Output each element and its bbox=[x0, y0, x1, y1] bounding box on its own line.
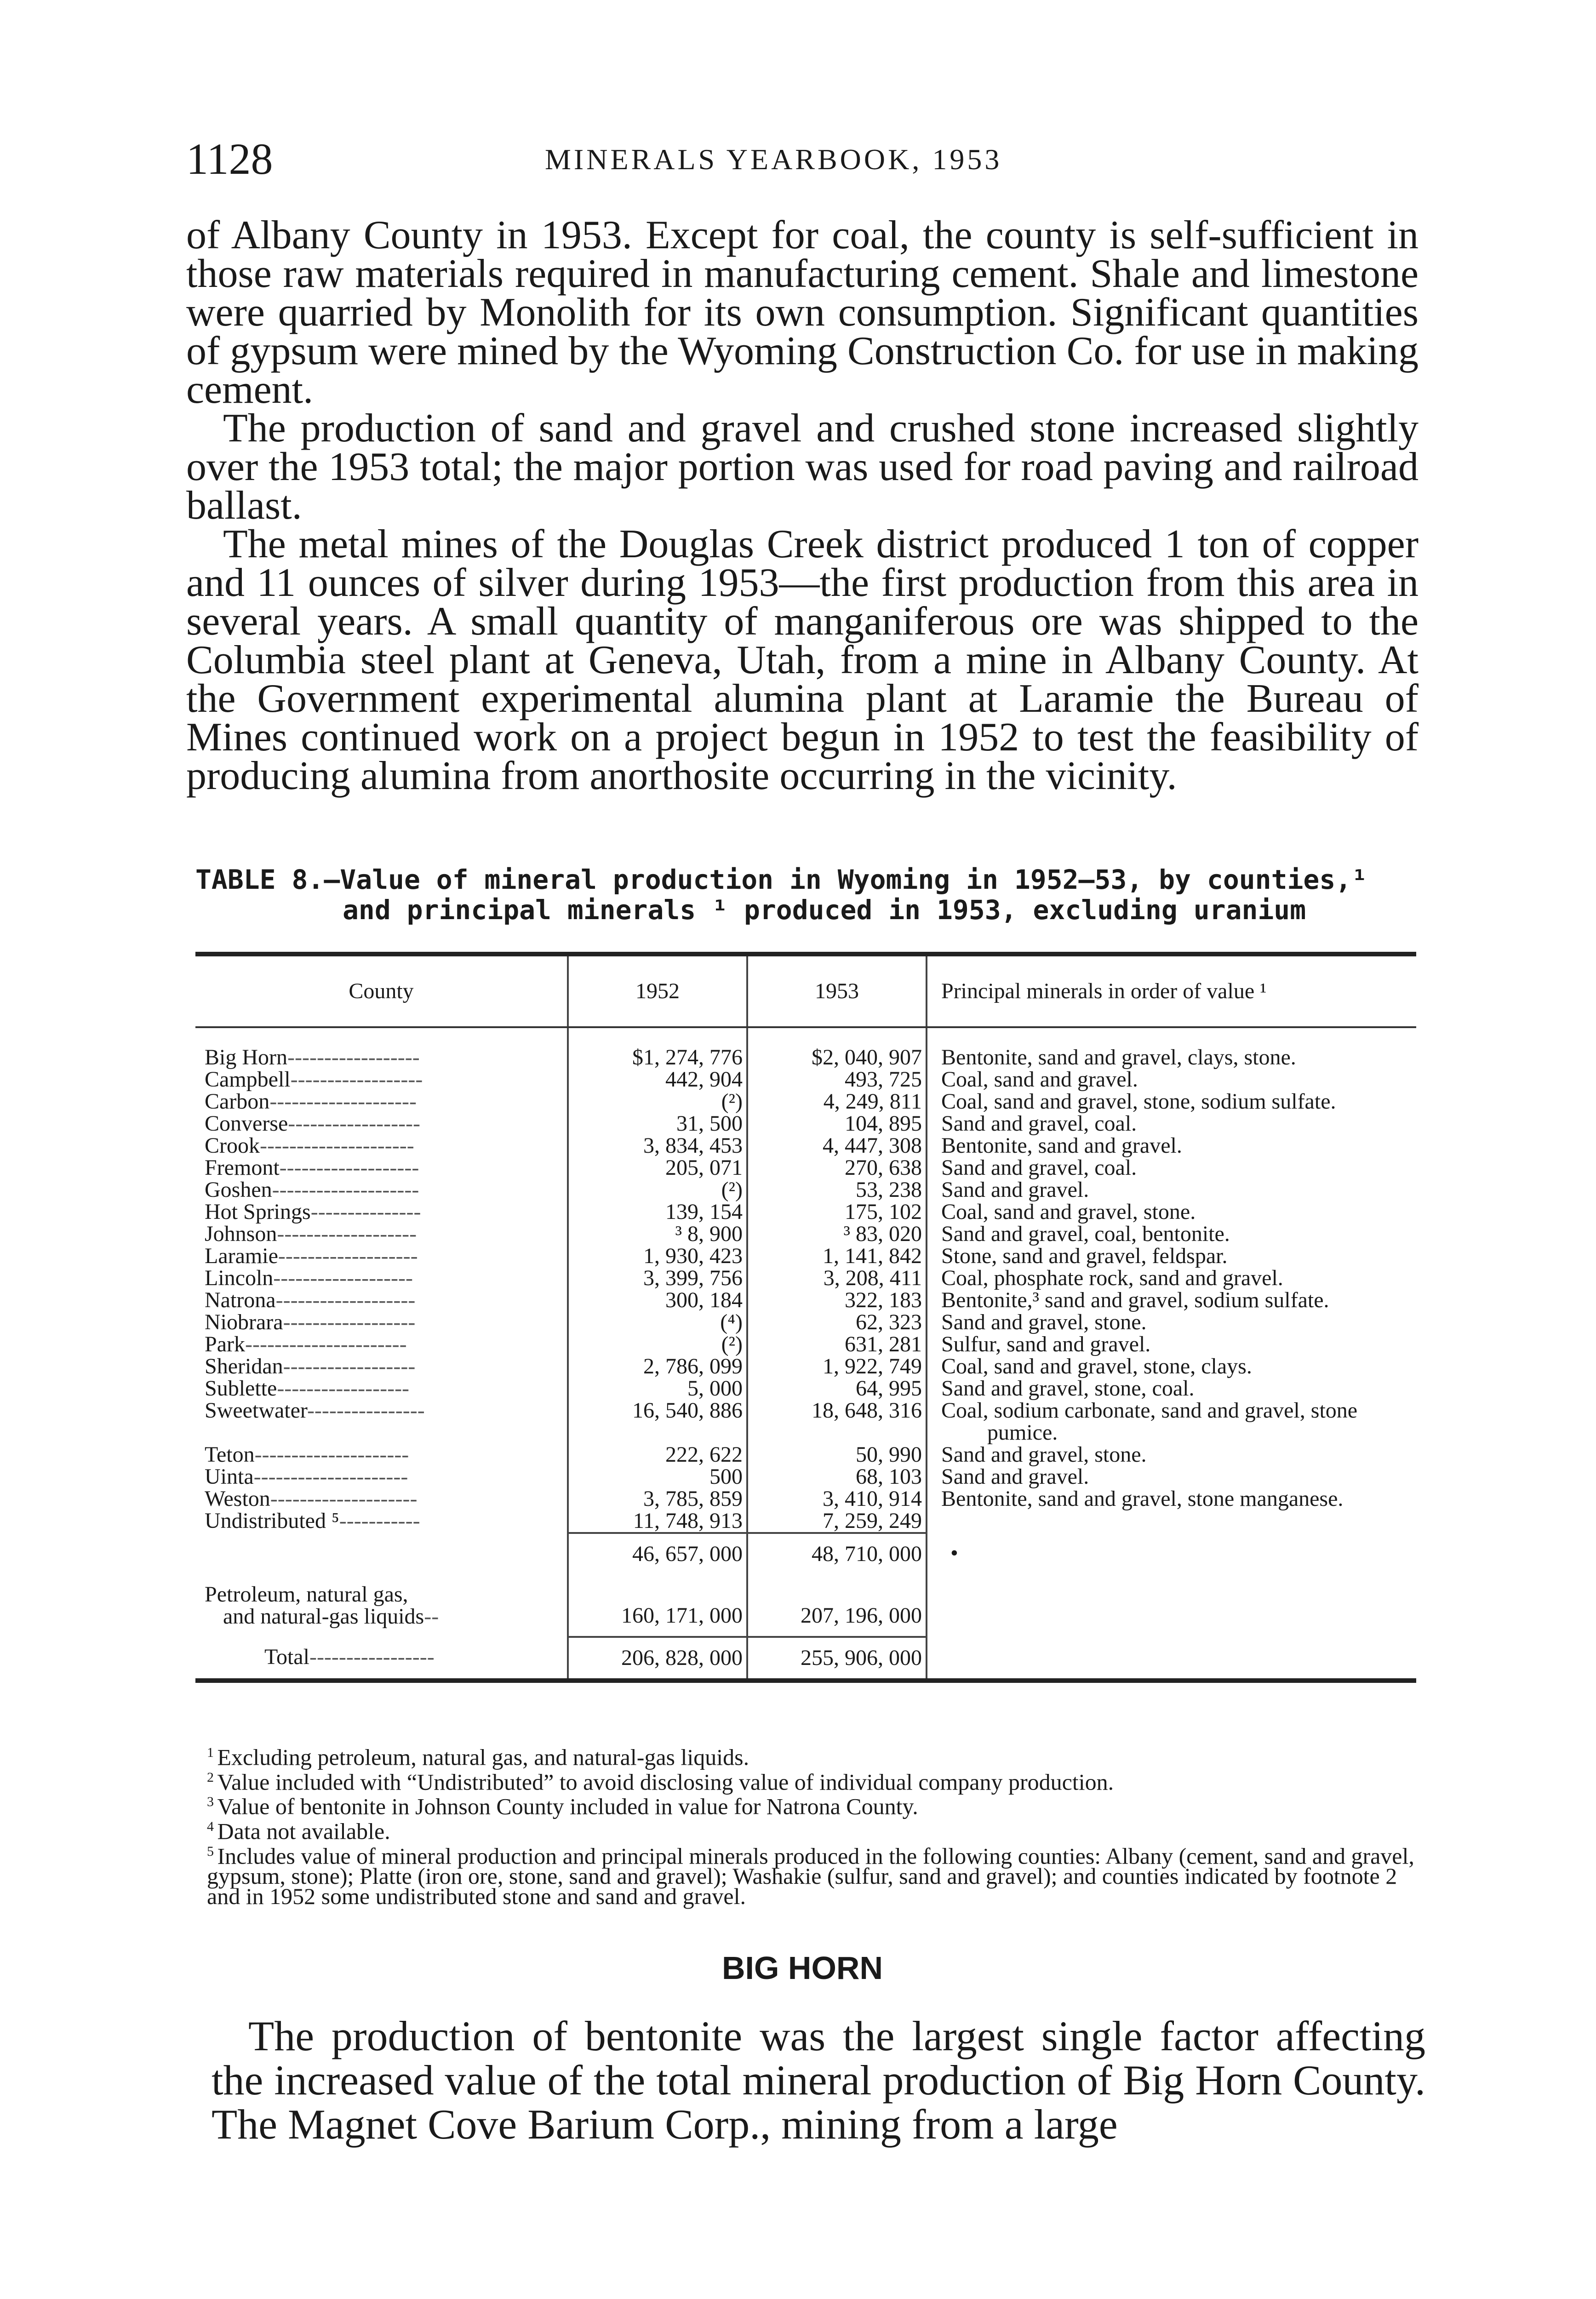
principal-minerals: Sand and gravel. bbox=[941, 1178, 1089, 1202]
value-1952: 300, 184 bbox=[568, 1289, 747, 1311]
principal-minerals: Coal, sand and gravel, stone, sodium sulfate. bbox=[941, 1089, 1336, 1114]
principal-minerals: Bentonite, sand and gravel. bbox=[941, 1133, 1182, 1158]
county-name: Campbell bbox=[205, 1067, 291, 1092]
footnote-text: Excluding petroleum, natural gas, and natural-gas liquids. bbox=[217, 1744, 749, 1770]
county-name: Hot Springs bbox=[205, 1200, 311, 1224]
value-1953: 4, 249, 811 bbox=[747, 1091, 927, 1113]
running-title: MINERALS YEARBOOK, 1953 bbox=[545, 143, 1002, 176]
value-1952: 3, 399, 756 bbox=[568, 1267, 747, 1289]
table-row: Laramie------------------- 1, 930, 423 1, 141, 842 Stone, sand and gravel, feldspar. bbox=[195, 1245, 1416, 1267]
paragraph: The production of bentonite was the largest single factor affecting the increased value of the total mineral production of Big Horn County. The Magnet Cove Barium Corp., mining from a large bbox=[212, 2013, 1425, 2148]
value-1953: $2, 040, 907 bbox=[747, 1047, 927, 1069]
total-1952: 206, 828, 000 bbox=[568, 1637, 747, 1678]
table-caption-line: and principal minerals ¹ produced in 1953, excluding uranium bbox=[343, 894, 1306, 926]
value-1953: 3, 410, 914 bbox=[747, 1488, 927, 1510]
value-1952: $1, 274, 776 bbox=[568, 1047, 747, 1069]
value-1952: 1, 930, 423 bbox=[568, 1245, 747, 1267]
header-1952: 1952 bbox=[568, 956, 747, 1027]
county-name: Goshen bbox=[205, 1178, 272, 1202]
value-1953: 270, 638 bbox=[747, 1157, 927, 1179]
footnote-text: Value included with “Undistributed” to avoid disclosing value of individual company production. bbox=[217, 1769, 1114, 1795]
mineral-production-table bbox=[195, 952, 1416, 1683]
value-1952: 222, 622 bbox=[568, 1444, 747, 1466]
value-1953: 104, 895 bbox=[747, 1113, 927, 1135]
subtotal-1952: 46, 657, 000 bbox=[568, 1533, 747, 1574]
footnote bbox=[207, 1767, 1425, 1795]
principal-minerals: Sand and gravel, stone. bbox=[941, 1442, 1147, 1467]
value-1952: 139, 154 bbox=[568, 1201, 747, 1223]
footnote-text: Includes value of mineral production and principal minerals produced in the following counties: Albany (cement, sand and gravel, gypsum, stone); Platte (iron ore, stone, sand and gravel); Washakie (sulfur, sand and gravel); and counties indicated by footnote 2 and in 1952 some undistributed stone and sand and gravel. bbox=[207, 1843, 1414, 1910]
footnote-number: 2 bbox=[207, 1769, 217, 1785]
table-caption bbox=[195, 864, 1419, 925]
footnotes bbox=[207, 1743, 1425, 1910]
value-1953: 64, 995 bbox=[747, 1378, 927, 1400]
county-name: Converse bbox=[205, 1111, 288, 1136]
table-row: Natrona------------------- 300, 184 322, 183 Bentonite,³ sand and gravel, sodium sulfate. bbox=[195, 1289, 1416, 1311]
table-row: Undistributed ⁵----------- 11, 748, 913 7, 259, 249 bbox=[195, 1510, 1416, 1533]
principal-minerals: Coal, phosphate rock, sand and gravel. bbox=[941, 1266, 1283, 1290]
section-text bbox=[212, 2014, 1425, 2146]
section-heading: BIG HORN bbox=[722, 1950, 883, 1986]
county-name: Lincoln bbox=[205, 1266, 274, 1290]
value-1952: 442, 904 bbox=[568, 1069, 747, 1091]
principal-minerals: Sand and gravel, coal. bbox=[941, 1155, 1137, 1180]
value-1952: 16, 540, 886 bbox=[568, 1400, 747, 1444]
county-name: Sweetwater bbox=[205, 1398, 307, 1423]
county-name: Park bbox=[205, 1332, 245, 1356]
value-1953: 322, 183 bbox=[747, 1289, 927, 1311]
table-row: Teton--------------------- 222, 622 50, 990 Sand and gravel, stone. bbox=[195, 1444, 1416, 1466]
principal-minerals: Sand and gravel, coal, bentonite. bbox=[941, 1222, 1230, 1246]
total-1953: 255, 906, 000 bbox=[747, 1637, 927, 1678]
table-row: Park---------------------- (²) 631, 281 Sulfur, sand and gravel. bbox=[195, 1333, 1416, 1355]
page-header bbox=[186, 133, 1419, 184]
paragraph: The production of sand and gravel and crushed stone increased slightly over the 1953 total; the major portion was used for road paving and railroad ballast. bbox=[186, 406, 1419, 528]
page-number: 1128 bbox=[186, 134, 273, 183]
table-row: Weston-------------------- 3, 785, 859 3, 410, 914 Bentonite, sand and gravel, stone manganese. bbox=[195, 1488, 1416, 1510]
table-row: Sheridan------------------ 2, 786, 099 1, 922, 749 Coal, sand and gravel, stone, clays. bbox=[195, 1355, 1416, 1378]
value-1953: 631, 281 bbox=[747, 1333, 927, 1355]
county-name: Carbon bbox=[205, 1089, 270, 1114]
county-name: Niobrara bbox=[205, 1310, 283, 1334]
value-1952: 500 bbox=[568, 1466, 747, 1488]
principal-minerals: Sulfur, sand and gravel. bbox=[941, 1332, 1151, 1356]
total-label: Total bbox=[264, 1645, 309, 1669]
value-1952: 3, 834, 453 bbox=[568, 1135, 747, 1157]
county-name: Teton bbox=[205, 1442, 255, 1467]
principal-minerals: Bentonite, sand and gravel, clays, stone. bbox=[941, 1045, 1296, 1069]
table-row: Big Horn------------------ $1, 274, 776 $2, 040, 907 Bentonite, sand and gravel, clays, stone. bbox=[195, 1047, 1416, 1069]
table-row: Fremont------------------- 205, 071 270, 638 Sand and gravel, coal. bbox=[195, 1157, 1416, 1179]
county-name: Sheridan bbox=[205, 1354, 283, 1378]
table-row: Lincoln------------------- 3, 399, 756 3, 208, 411 Coal, phosphate rock, sand and gravel. bbox=[195, 1267, 1416, 1289]
footnote bbox=[207, 1817, 1425, 1844]
table-row: Hot Springs--------------- 139, 154 175, 102 Coal, sand and gravel, stone. bbox=[195, 1201, 1416, 1223]
spacer-row bbox=[195, 1027, 1416, 1047]
value-1953: 4, 447, 308 bbox=[747, 1135, 927, 1157]
footnote-number: 1 bbox=[207, 1745, 217, 1760]
value-1953: 1, 141, 842 bbox=[747, 1245, 927, 1267]
county-name: Weston bbox=[205, 1487, 270, 1511]
county-name: Big Horn bbox=[205, 1045, 287, 1069]
table-row: Goshen-------------------- (²) 53, 238 Sand and gravel. bbox=[195, 1179, 1416, 1201]
table-body bbox=[195, 1027, 1416, 1533]
table-row: Uinta--------------------- 500 68, 103 Sand and gravel. bbox=[195, 1466, 1416, 1488]
principal-minerals: Coal, sand and gravel, stone, clays. bbox=[941, 1354, 1252, 1378]
footnote bbox=[207, 1743, 1425, 1770]
value-1952: 2, 786, 099 bbox=[568, 1355, 747, 1378]
value-1953: 175, 102 bbox=[747, 1201, 927, 1223]
table-row: Converse------------------ 31, 500 104, 895 Sand and gravel, coal. bbox=[195, 1113, 1416, 1135]
footnote bbox=[207, 1792, 1425, 1817]
table-row: Johnson------------------- ³ 8, 900 ³ 83, 020 Sand and gravel, coal, bentonite. bbox=[195, 1223, 1416, 1245]
table-caption-line: TABLE 8.—Value of mineral production in Wyoming in 1952–53, by counties,¹ bbox=[195, 864, 1368, 895]
header-1953: 1953 bbox=[747, 956, 927, 1027]
footnote-text: Value of bentonite in Johnson County included in value for Natrona County. bbox=[217, 1793, 918, 1819]
petroleum-label: Petroleum, natural gas, bbox=[205, 1582, 408, 1607]
principal-minerals: Stone, sand and gravel, feldspar. bbox=[941, 1244, 1228, 1268]
paragraph: of Albany County in 1953. Except for coal, the county is self-sufficient in those raw materials required in manufacturing cement. Shale and limestone were quarried by Monolith for its own consumption. Significant quantities of gypsum were mined by the Wyoming Construction Co. for use in making cement. bbox=[186, 213, 1419, 412]
footnote-number: 3 bbox=[207, 1794, 217, 1810]
county-name: Undistributed ⁵ bbox=[205, 1509, 339, 1533]
header-county: County bbox=[195, 956, 568, 1027]
table-row: Crook--------------------- 3, 834, 453 4, 447, 308 Bentonite, sand and gravel. bbox=[195, 1135, 1416, 1157]
petroleum-row: Petroleum, natural gas, and natural-gas liquids-- 160, 171, 000 207, 196, 000 bbox=[195, 1574, 1416, 1637]
table-row: Sweetwater---------------- 16, 540, 886 18, 648, 316 Coal, sodium carbonate, sand and gravel, stone pumice. bbox=[195, 1400, 1416, 1444]
principal-minerals-cont: pumice. bbox=[987, 1420, 1058, 1445]
footnote-number: 5 bbox=[207, 1843, 217, 1859]
principal-minerals: Coal, sand and gravel, stone. bbox=[941, 1200, 1196, 1224]
petroleum-1952: 160, 171, 000 bbox=[568, 1574, 747, 1637]
county-name: Johnson bbox=[205, 1222, 277, 1246]
county-name: Sublette bbox=[205, 1376, 277, 1401]
principal-minerals: Coal, sand and gravel. bbox=[941, 1067, 1138, 1092]
table-row: Niobrara------------------ (⁴) 62, 323 Sand and gravel, stone. bbox=[195, 1311, 1416, 1333]
value-1953: 1, 922, 749 bbox=[747, 1355, 927, 1378]
principal-minerals: Sand and gravel, coal. bbox=[941, 1111, 1137, 1136]
value-1952: 31, 500 bbox=[568, 1113, 747, 1135]
value-1952: 11, 748, 913 bbox=[568, 1510, 747, 1533]
county-name: Laramie bbox=[205, 1244, 278, 1268]
table-row: Sublette------------------ 5, 000 64, 995 Sand and gravel, stone, coal. bbox=[195, 1378, 1416, 1400]
value-1952: (⁴) bbox=[568, 1311, 747, 1333]
table-row: Carbon-------------------- (²) 4, 249, 811 Coal, sand and gravel, stone, sodium sulfate. bbox=[195, 1091, 1416, 1113]
petroleum-1953: 207, 196, 000 bbox=[747, 1574, 927, 1637]
footnote-number: 4 bbox=[207, 1819, 217, 1834]
value-1953: 7, 259, 249 bbox=[747, 1510, 927, 1533]
total-row: Total----------------- 206, 828, 000 255, 906, 000 bbox=[195, 1637, 1416, 1678]
footnote-text: Data not available. bbox=[217, 1818, 390, 1844]
principal-minerals: Sand and gravel, stone. bbox=[941, 1310, 1147, 1334]
value-1953: 68, 103 bbox=[747, 1466, 927, 1488]
header-minerals: Principal minerals in order of value ¹ bbox=[927, 956, 1416, 1027]
value-1952: 5, 000 bbox=[568, 1378, 747, 1400]
county-name: Fremont bbox=[205, 1155, 280, 1180]
value-1953: 62, 323 bbox=[747, 1311, 927, 1333]
value-1953: 53, 238 bbox=[747, 1179, 927, 1201]
principal-minerals: Sand and gravel. bbox=[941, 1464, 1089, 1489]
footnote bbox=[207, 1841, 1425, 1910]
table-row: Campbell------------------ 442, 904 493, 725 Coal, sand and gravel. bbox=[195, 1069, 1416, 1091]
subtotal-row: 46, 657, 000 48, 710, 000 • bbox=[195, 1533, 1416, 1574]
principal-minerals: Coal, sodium carbonate, sand and gravel, stone bbox=[941, 1398, 1358, 1423]
value-1953: 50, 990 bbox=[747, 1444, 927, 1466]
value-1952: 3, 785, 859 bbox=[568, 1488, 747, 1510]
county-name: Uinta bbox=[205, 1464, 254, 1489]
value-1953: 3, 208, 411 bbox=[747, 1267, 927, 1289]
county-name: Crook bbox=[205, 1133, 260, 1158]
value-1952: (²) bbox=[568, 1333, 747, 1355]
table-header-row bbox=[195, 956, 1416, 1027]
table-summary bbox=[195, 1533, 1416, 1678]
value-1953: 18, 648, 316 bbox=[747, 1400, 927, 1444]
value-1952: 205, 071 bbox=[568, 1157, 747, 1179]
value-1953: ³ 83, 020 bbox=[747, 1223, 927, 1245]
petroleum-label: and natural-gas liquids bbox=[223, 1604, 424, 1629]
principal-minerals: Bentonite, sand and gravel, stone manganese. bbox=[941, 1487, 1344, 1511]
principal-minerals: Bentonite,³ sand and gravel, sodium sulfate. bbox=[941, 1288, 1329, 1312]
value-1953: 493, 725 bbox=[747, 1069, 927, 1091]
paragraph: The metal mines of the Douglas Creek district produced 1 ton of copper and 11 ounces of silver during 1953—the first production from this area in several years. A small quantity of manganiferous ore was shipped to the Columbia steel plant at Geneva, Utah, from a mine in Albany County. At the Government experimental alumina plant at Laramie the Bureau of Mines continued work on a project begun in 1952 to test the feasibility of producing alumina from anorthosite occurring in the vicinity. bbox=[186, 522, 1419, 798]
principal-minerals: Sand and gravel, stone, coal. bbox=[941, 1376, 1195, 1401]
value-1952: (²) bbox=[568, 1091, 747, 1113]
body-text bbox=[186, 213, 1419, 798]
value-1952: ³ 8, 900 bbox=[568, 1223, 747, 1245]
county-name: Natrona bbox=[205, 1288, 276, 1312]
subtotal-1953: 48, 710, 000 bbox=[747, 1533, 927, 1574]
data-table bbox=[195, 956, 1416, 1678]
value-1952: (²) bbox=[568, 1179, 747, 1201]
